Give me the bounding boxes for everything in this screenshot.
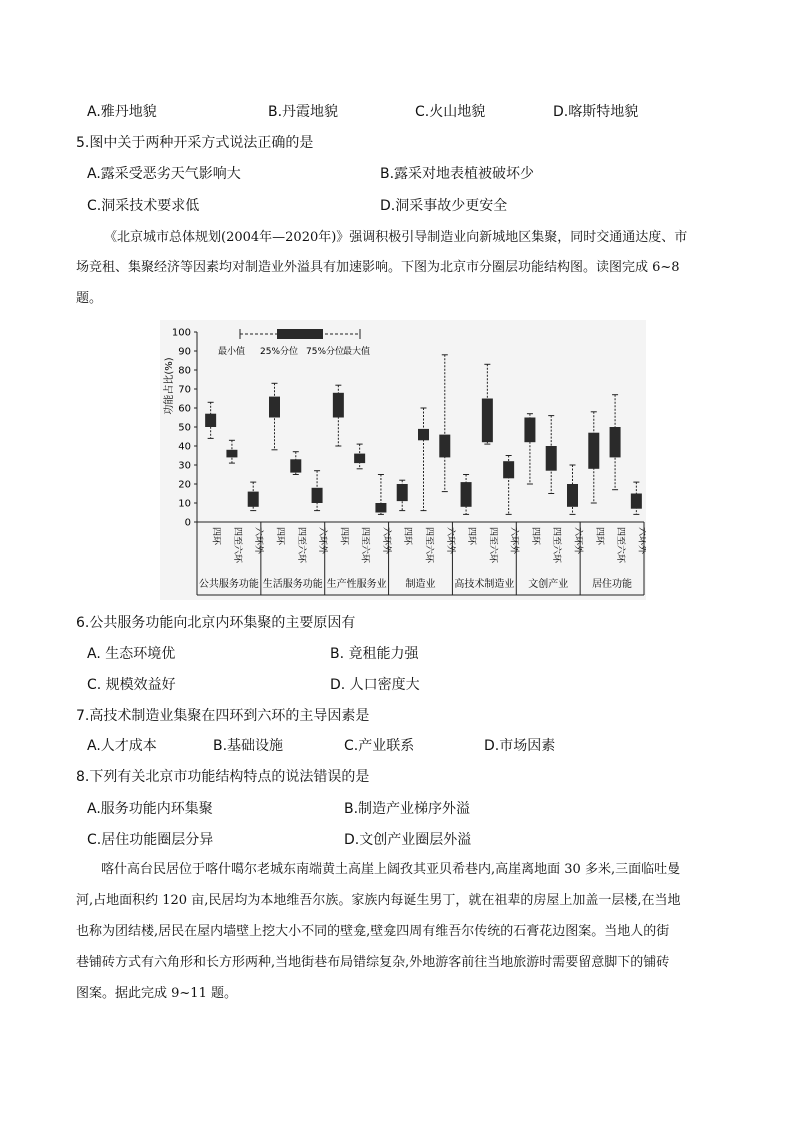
q5-option-d: D.洞采事故少更安全	[380, 198, 508, 214]
passage1-line3: 题。	[76, 291, 103, 306]
box-iqr	[461, 482, 472, 507]
passage2-line3: 也称为团结楼,居民在屋内墙壁上挖大小不同的壁龛,壁龛四周有维吾尔传统的石膏花边图案。当地人的街	[76, 924, 670, 939]
q7-option-a: A.人才成本	[87, 738, 157, 754]
ring-label: 四环	[402, 527, 413, 546]
q7-stem: 7.高技术制造业集聚在四环到六环的主导因素是	[76, 708, 370, 724]
group-label: 高技术制造业	[454, 579, 515, 590]
q4-option-c: C.火山地貌	[415, 104, 486, 120]
q7-option-b: B.基础设施	[213, 738, 284, 754]
box-iqr	[312, 488, 323, 503]
y-axis-label: 功能占比(%)	[164, 357, 175, 415]
y-tick-label: 0	[184, 517, 191, 529]
ring-label: 四环	[210, 527, 221, 546]
box-iqr	[205, 414, 216, 427]
ring-label: 六环外	[444, 527, 455, 555]
q5-stem: 5.图中关于两种开采方式说法正确的是	[76, 135, 314, 151]
q8-option-a: A.服务功能内环集聚	[87, 801, 213, 817]
ring-label: 四环	[274, 527, 285, 546]
passage1-line2: 场竞租、集聚经济等因素均对制造业外溢具有加速影响。下图为北京市分圈层功能结构图。读图完成 6~8	[76, 260, 680, 275]
box-iqr	[418, 429, 429, 440]
passage2-line1: 喀什高台民居位于喀什噶尔老城东南端黄土高崖上阔孜其亚贝希巷内,高崖离地面 30 多米,三面临吐曼	[101, 862, 681, 877]
q4-option-b: B.丹霞地貌	[268, 104, 339, 120]
box-iqr	[397, 484, 408, 501]
ring-label: 四环	[338, 527, 349, 546]
ring-label: 四至六环	[487, 527, 498, 564]
ring-label: 六环外	[380, 527, 391, 555]
legend-label: 最大值	[343, 347, 371, 357]
box-iqr	[567, 484, 578, 507]
function-structure-chart	[160, 320, 646, 600]
y-tick-label: 60	[178, 403, 191, 415]
q5-option-a: A.露采受恶劣天气影响大	[87, 166, 241, 182]
passage2-line5: 图案。据此完成 9~11 题。	[76, 986, 237, 1001]
group-label: 居住功能	[592, 579, 633, 590]
ring-label: 六环外	[508, 527, 519, 555]
box-iqr	[546, 446, 557, 471]
y-tick-label: 80	[178, 365, 191, 377]
q8-option-b: B.制造产业梯序外溢	[344, 801, 471, 817]
passage2-line4: 巷铺砖方式有六角形和长方形两种,当地街巷布局错综复杂,外地游客前往当地旅游时需要留意脚下的铺砖	[76, 955, 670, 970]
q5-option-b: B.露采对地表植被破坏少	[380, 166, 535, 182]
box-iqr	[290, 459, 301, 472]
q4-option-a: A.雅丹地貌	[87, 104, 157, 120]
ring-label: 四至六环	[231, 527, 242, 564]
q8-stem: 8.下列有关北京市功能结构特点的说法错误的是	[76, 769, 370, 785]
q8-option-c: C.居住功能圈层分异	[87, 832, 214, 848]
ring-label: 四至六环	[423, 527, 434, 564]
box-iqr	[375, 503, 386, 513]
q6-option-a: A. 生态环境优	[87, 646, 176, 662]
q6-option-c: C. 规模效益好	[87, 677, 176, 693]
q4-option-d: D.喀斯特地貌	[553, 104, 639, 120]
ring-label: 四至六环	[295, 527, 306, 564]
box-iqr	[524, 418, 535, 443]
group-label: 生产性服务业	[326, 579, 387, 590]
y-tick-label: 50	[178, 422, 191, 434]
group-label: 文创产业	[528, 579, 569, 590]
legend-label: 75%分位	[306, 347, 345, 357]
y-tick-label: 40	[178, 441, 191, 453]
ring-label: 六环外	[253, 527, 264, 555]
ring-label: 四环	[529, 527, 540, 546]
y-tick-label: 30	[178, 460, 191, 472]
legend-label: 25%分位	[260, 347, 299, 357]
ring-label: 六环外	[572, 527, 583, 555]
box-iqr	[333, 393, 344, 418]
ring-label: 四至六环	[615, 527, 626, 564]
q7-option-c: C.产业联系	[344, 738, 415, 754]
legend-label: 最小值	[218, 347, 246, 357]
y-tick-label: 70	[178, 384, 191, 396]
ring-label: 四至六环	[551, 527, 562, 564]
group-label: 制造业	[405, 579, 436, 590]
y-tick-label: 10	[178, 498, 191, 510]
ring-label: 四环	[593, 527, 604, 546]
box-iqr	[248, 492, 259, 507]
q6-option-b: B. 竟租能力强	[330, 646, 419, 662]
group-label: 生活服务功能	[262, 579, 323, 590]
box-iqr	[439, 435, 450, 458]
box-iqr	[610, 427, 621, 457]
box-iqr	[503, 461, 514, 478]
box-iqr	[482, 399, 493, 443]
passage1-line1: 《北京城市总体规划(2004年—2020年)》强调积极引导制造业向新城地区集聚，同时交通通达度、市	[104, 230, 688, 245]
ring-label: 四环	[466, 527, 477, 546]
ring-label: 六环外	[636, 527, 646, 555]
passage2-line2: 河,占地面积约 120 亩,民居均为本地维吾尔族。家族内每诞生男丁，就在祖辈的房屋上加盖一层楼,在当地	[76, 893, 681, 908]
ring-label: 四至六环	[359, 527, 370, 564]
y-tick-label: 20	[178, 479, 191, 491]
q5-option-c: C.洞采技术要求低	[87, 198, 200, 214]
legend-box	[277, 329, 323, 339]
box-iqr	[588, 433, 599, 469]
box-iqr	[354, 454, 365, 464]
q7-option-d: D.市场因素	[484, 738, 556, 754]
q6-stem: 6.公共服务功能向北京内环集聚的主要原因有	[76, 615, 356, 631]
box-iqr	[226, 450, 237, 458]
box-iqr	[269, 397, 280, 418]
y-tick-label: 100	[171, 327, 191, 339]
y-tick-label: 90	[178, 346, 191, 358]
group-label: 公共服务功能	[198, 579, 259, 590]
box-iqr	[631, 494, 642, 509]
q8-option-d: D.文创产业圈层外溢	[344, 832, 472, 848]
q6-option-d: D. 人口密度大	[330, 677, 420, 693]
ring-label: 六环外	[317, 527, 328, 555]
